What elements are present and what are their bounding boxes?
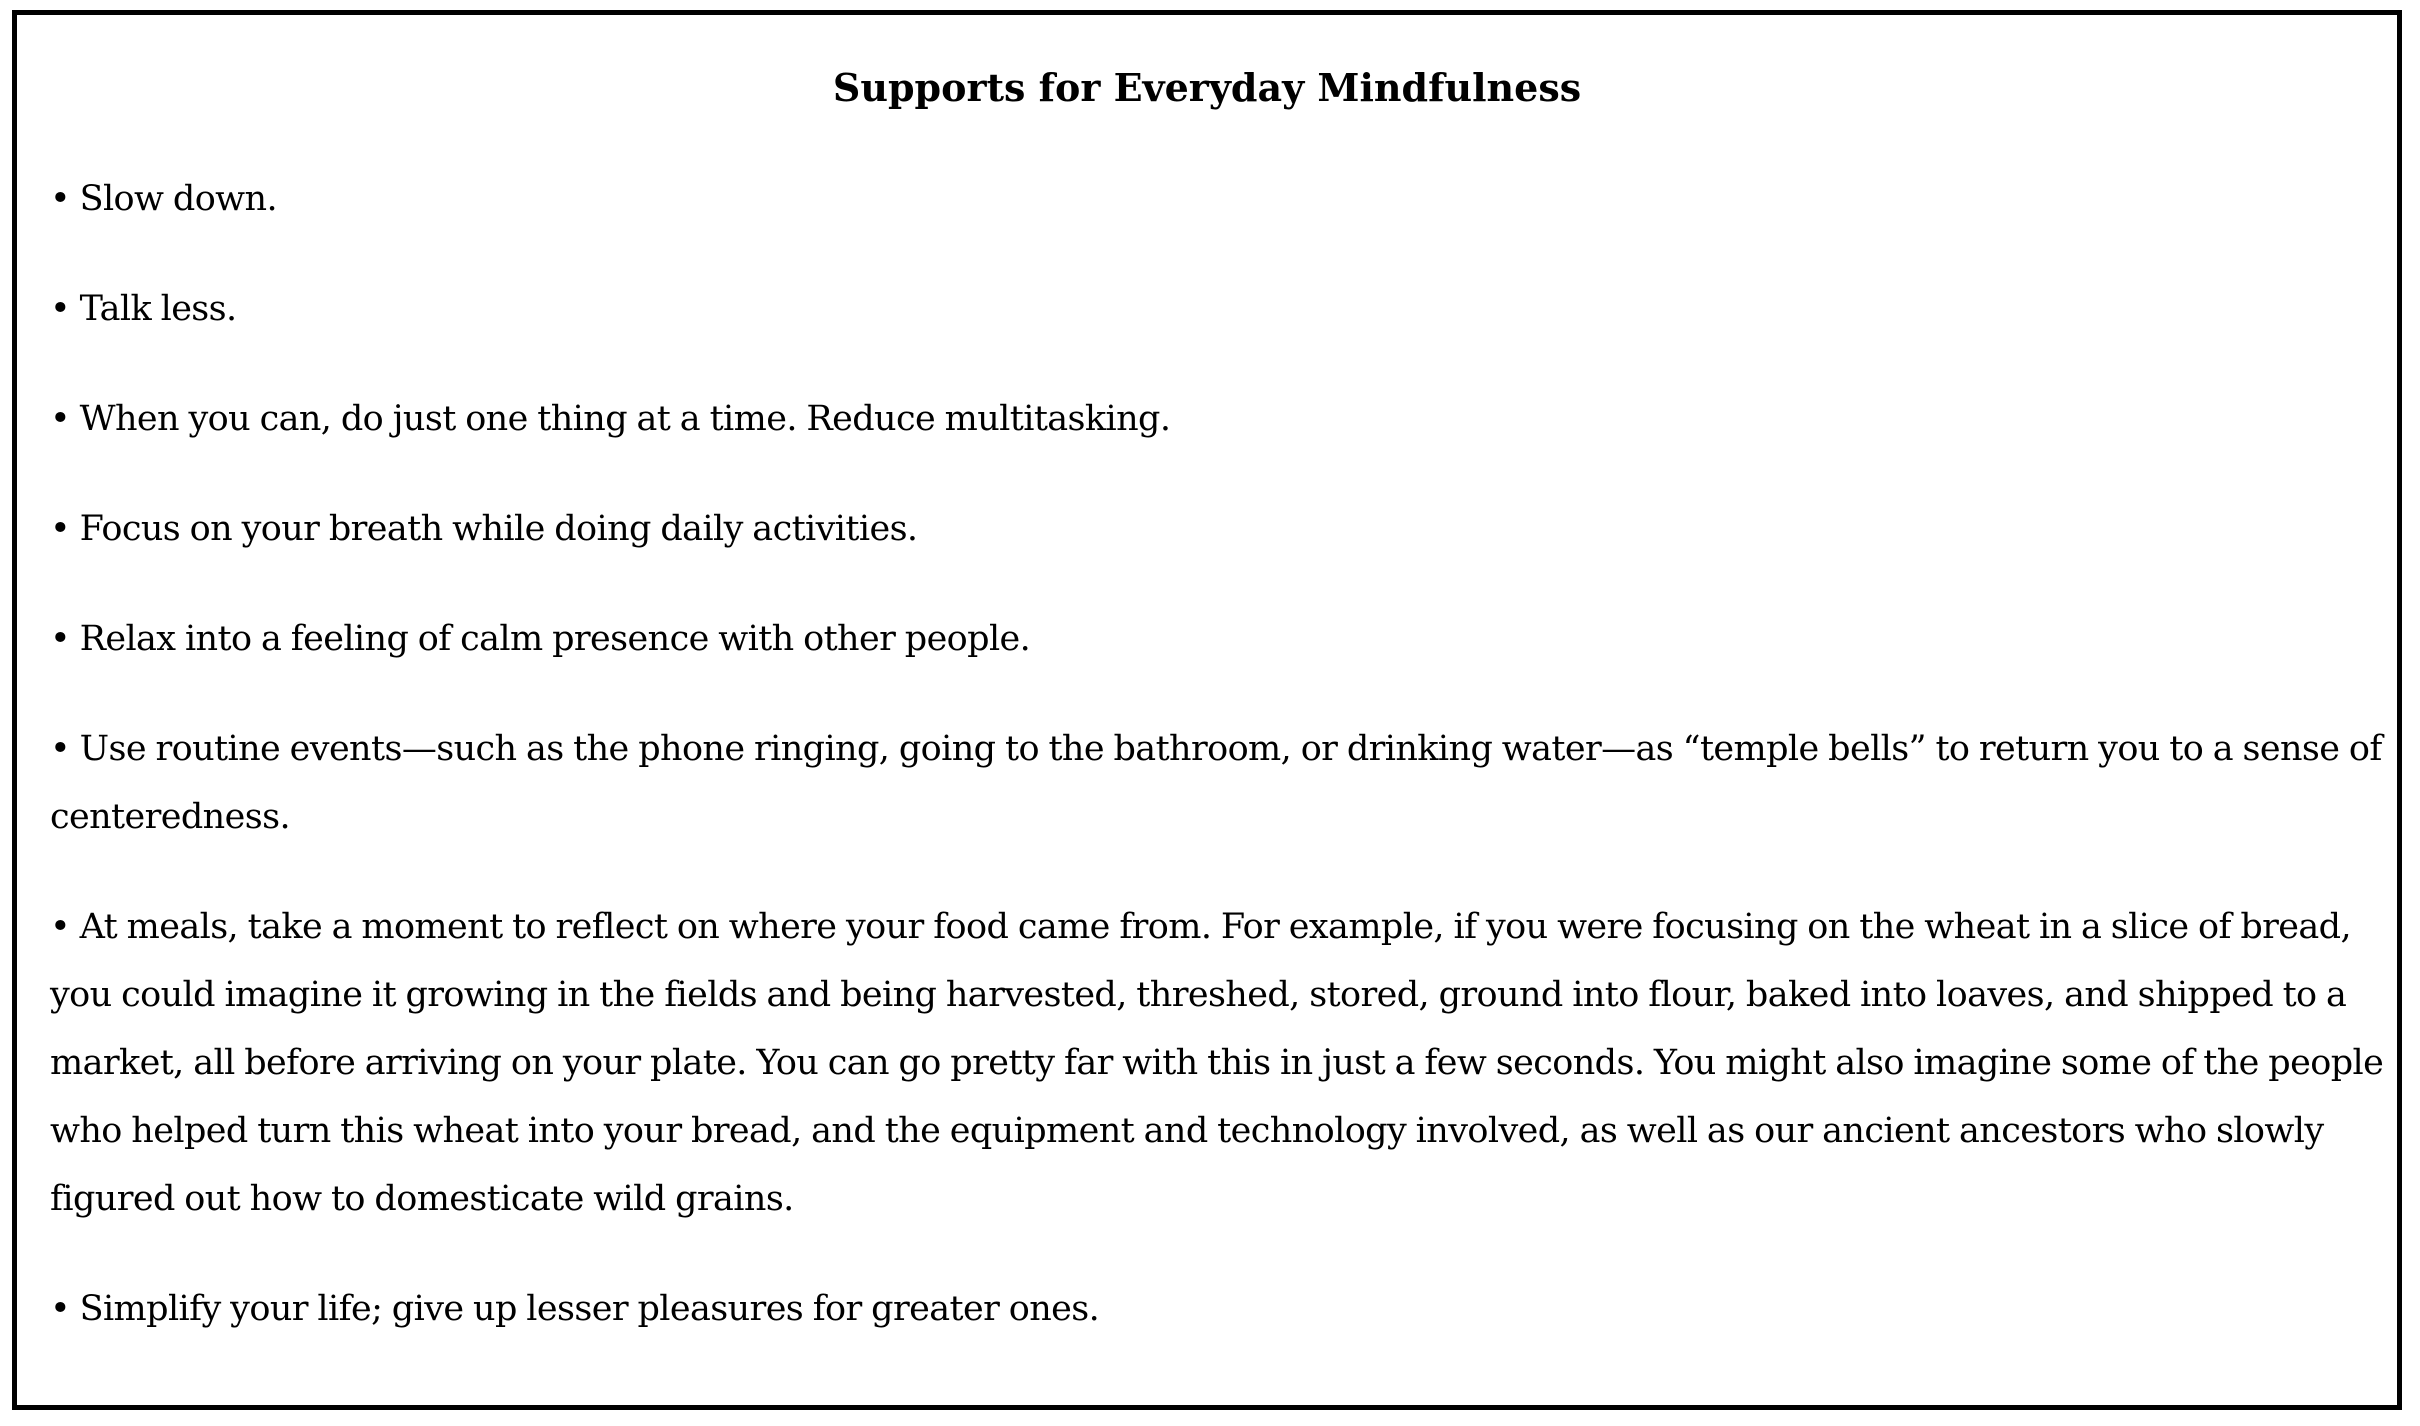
list-item-text: Use routine events—such as the phone ringing, going to the bathroom, or drinking water—as “temple bells” to return you to a sense of centeredness.	[50, 729, 2382, 837]
list-item-text: At meals, take a moment to reflect on where your food came from. For example, if you were focusing on the wheat in a slice of bread, you could imagine it growing in the fields and being harvested, threshed, stored, ground into flour, baked into loaves, and shipped to a market, all before arriving on your plate. You can go pretty far with this in just a few seconds. You might also imagine some of the people who helped turn this wheat into your bread, and the equipment and technology involved, as well as our ancient ancestors who slowly figured out how to domesticate wild grains.	[50, 907, 2384, 1219]
list-item	[50, 385, 2390, 453]
page-title: Supports for Everyday Mindfulness	[832, 65, 1582, 110]
list-item	[50, 165, 2390, 233]
list-item	[50, 1275, 2390, 1343]
list-item-text: Relax into a feeling of calm presence with other people.	[79, 619, 1031, 659]
list-item-text: Talk less.	[79, 289, 237, 329]
bullet-icon: •	[50, 399, 71, 439]
list-item-text: Simplify your life; give up lesser pleasures for greater ones.	[79, 1289, 1100, 1329]
bullet-icon: •	[50, 907, 71, 947]
list-item-text: Focus on your breath while doing daily activities.	[79, 509, 918, 549]
list-item	[50, 715, 2390, 851]
bullet-icon: •	[50, 509, 71, 549]
document-box	[12, 10, 2402, 1410]
list-item-text: When you can, do just one thing at a time. Reduce multitasking.	[79, 399, 1171, 439]
bullet-icon: •	[50, 619, 71, 659]
bullet-icon: •	[50, 289, 71, 329]
list-item	[50, 495, 2390, 563]
bullet-icon: •	[50, 729, 71, 769]
list-item	[50, 893, 2390, 1233]
bullet-icon: •	[50, 179, 71, 219]
bullet-icon: •	[50, 1289, 71, 1329]
list-item	[50, 275, 2390, 343]
list-item	[50, 605, 2390, 673]
list-item-text: Slow down.	[79, 179, 278, 219]
mindfulness-list	[50, 165, 2390, 1385]
